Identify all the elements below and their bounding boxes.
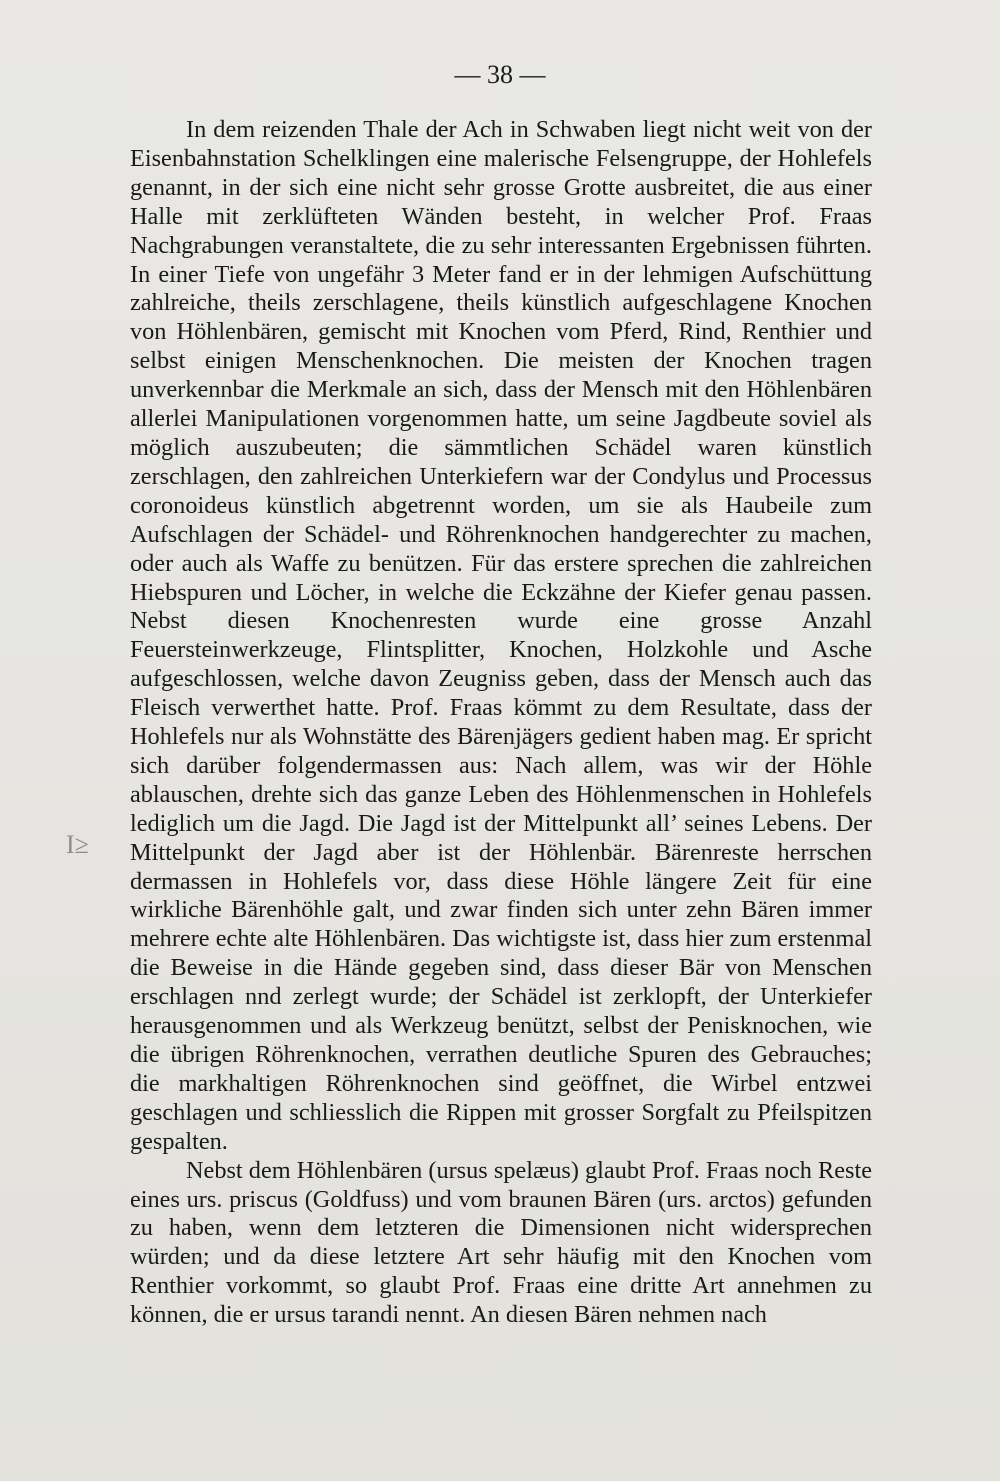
margin-note: I≥: [66, 830, 89, 859]
paragraph-1: In dem reizenden Thale der Ach in Schwaben liegt nicht weit von der Eisenbahnstation Schelklingen eine malerische Felsengruppe, der Hohlefels genannt, in der sich eine nicht sehr grosse Grotte ausbreitet, die aus einer Halle mit zerklüfteten Wänden besteht, in welcher Prof. Fraas Nachgrabungen veranstaltete, die zu sehr interessanten Ergebnissen führten. In einer Tiefe von ungefähr 3 Meter fand er in der lehmigen Aufschüttung zahlreiche, theils zerschlagene, theils künstlich aufgeschlagene Knochen von Höhlenbären, gemischt mit Knochen vom Pferd, Rind, Renthier und selbst einigen Menschenknochen. Die meisten der Knochen tragen unverkennbar die Merkmale an sich, dass der Mensch mit den Höhlenbären allerlei Manipulationen vorgenommen hatte, um seine Jagdbeute soviel als möglich auszubeuten; die sämmtlichen Schädel waren künstlich zerschlagen, den zahlreichen Unterkiefern war der Condylus und Processus coronoideus künstlich abgetrennt worden, um sie als Haubeile zum Aufschlagen der Schädel- und Röhrenknochen handgerechter zu machen, oder auch als Waffe zu benützen. Für das erstere sprechen die zahlreichen Hiebspuren und Löcher, in welche die Eckzähne der Kiefer genau passen. Nebst diesen Knochenresten wurde eine grosse Anzahl Feuersteinwerkzeuge, Flintsplitter, Knochen, Holzkohle und Asche aufgeschlossen, welche davon Zeugniss geben, dass der Mensch auch das Fleisch verwerthet hatte. Prof. Fraas kömmt zu dem Resultate, dass der Hohlefels nur als Wohnstätte des Bärenjägers gedient haben mag. Er spricht sich darüber folgendermassen aus: Nach allem, was wir der Höhle ablauschen, drehte sich das ganze Leben des Höhlenmenschen in Hohlefels lediglich um die Jagd. Die Jagd ist der Mittelpunkt all’ seines Lebens. Der Mittelpunkt der Jagd aber ist der Höhlenbär. Bärenreste herrschen dermassen in Hohlefels vor, dass diese Höhle längere Zeit für eine wirkliche Bärenhöhle galt, und zwar finden sich unter zehn Bären immer mehrere echte alte Höhlenbären. Das wichtigste ist, dass hier zum erstenmal die Beweise in die Hände gegeben sind, dass dieser Bär von Menschen erschlagen nnd zerlegt wurde; der Schädel ist zerklopft, der Unterkiefer herausgenommen und als Werkzeug benützt, selbst der Penisknochen, wie die übrigen Röhrenknochen, verrathen deutliche Spuren des Gebrauches; die markhaltigen Röhrenknochen sind geöffnet, die Wirbel entzwei geschlagen und schliesslich die Rippen mit grosser Sorgfalt zu Pfeilspitzen gespalten.: [130, 116, 872, 1155]
page-number: — 38 —: [454, 60, 546, 89]
paragraph-2: Nebst dem Höhlenbären (ursus spelæus) glaubt Prof. Fraas noch Reste eines urs. priscus (Goldfuss) und vom braunen Bären (urs. arctos) gefunden zu haben, wenn dem letzteren die Dimensionen nicht widersprechen würden; und da diese letztere Art sehr häufig mit den Knochen vom Renthier vorkommt, so glaubt Prof. Fraas eine dritte Art annehmen zu können, die er ursus tarandi nennt. An diesen Bären nehmen nach: [130, 1156, 872, 1329]
body-text: [130, 116, 872, 1330]
